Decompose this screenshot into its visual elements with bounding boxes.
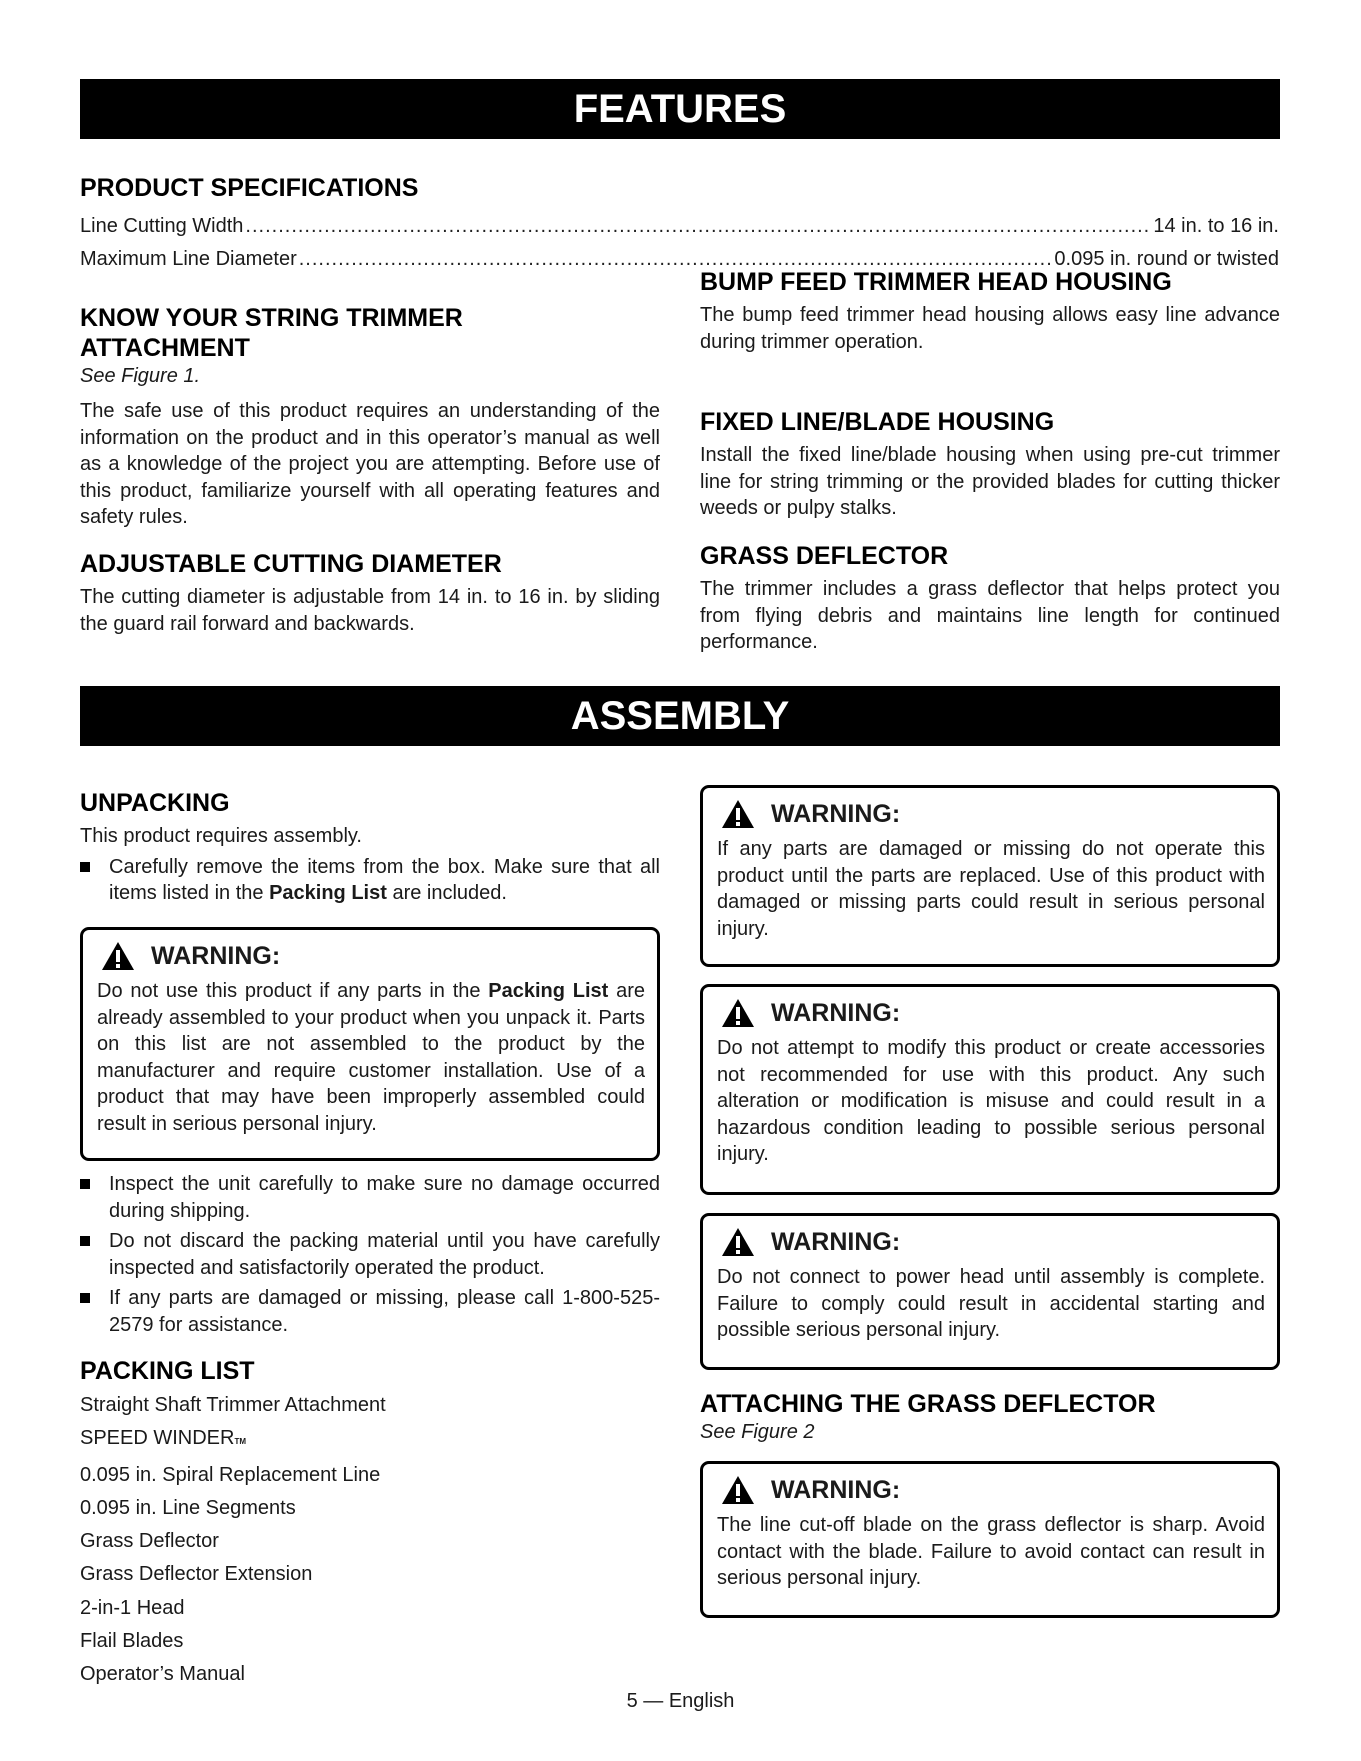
list-item: Straight Shaft Trimmer Attachment <box>80 1394 386 1416</box>
list-item: If any parts are damaged or missing, please call 1-800-525-2579 for assistance. <box>80 1285 660 1338</box>
warning-text: If any parts are damaged or missing do not operate this product until the parts are replaced. Use of this product with damaged or missing parts could result in serious personal injury. <box>717 838 1265 940</box>
product-specifications-heading: PRODUCT SPECIFICATIONS <box>80 174 419 202</box>
list-item: SPEED WINDERTM <box>80 1427 247 1450</box>
warning-label: WARNING: <box>771 998 901 1027</box>
adjustable-paragraph: The cutting diameter is adjustable from 14 in. to 16 in. by sliding the guard rail forward and backwards. <box>80 586 660 635</box>
list-item: 0.095 in. Spiral Replacement Line <box>80 1463 381 1486</box>
bullet-square-icon <box>80 1179 90 1189</box>
spec-row-line-cutting-width <box>80 213 1279 239</box>
warning-label: WARNING: <box>771 1227 901 1256</box>
warning-header <box>717 796 1265 832</box>
list-item: Operator’s Manual <box>80 1663 245 1686</box>
unpacking-section <box>80 788 660 907</box>
unpacking-bullets-2 <box>80 1171 660 1338</box>
know-your-trimmer-section <box>80 303 660 531</box>
list-item: Grass Deflector <box>80 1530 219 1553</box>
warning-text: The line cut-off blade on the grass deflector is sharp. Avoid contact with the blade. Failure to avoid contact can result in serious personal injury. <box>717 1514 1265 1589</box>
fixed-line-heading: FIXED LINE/BLADE HOUSING <box>700 408 1055 436</box>
warning-triangle-icon <box>721 1475 755 1505</box>
list-item: Carefully remove the items from the box. Make sure that all items listed in the Packing List are included. <box>80 854 660 907</box>
warning-triangle-icon <box>721 1227 755 1257</box>
bump-feed-section <box>700 267 1280 355</box>
see-figure-1: See Figure 1. <box>80 365 201 387</box>
adjustable-diameter-section <box>80 549 660 637</box>
bullet-square-icon <box>80 1293 90 1303</box>
bullet-square-icon <box>80 1236 90 1246</box>
list-item: Grass Deflector Extension <box>80 1563 313 1586</box>
packing-list-heading: PACKING LIST <box>80 1357 255 1385</box>
list-item: 0.095 in. Line Segments <box>80 1496 296 1519</box>
bullet-square-icon <box>80 862 90 872</box>
grass-deflector-paragraph: The trimmer includes a grass deflector that helps protect you from flying debris and maintains line length for continued performance. <box>700 578 1280 653</box>
trademark-symbol: TM <box>234 1437 247 1447</box>
warning-label: WARNING: <box>771 799 901 828</box>
packing-list <box>80 1389 386 1692</box>
grass-deflector-heading: GRASS DEFLECTOR <box>700 542 949 570</box>
list-item: Inspect the unit carefully to make sure no damage occurred during shipping. <box>80 1171 660 1224</box>
leader-dots <box>245 213 1151 239</box>
warning-header <box>97 938 645 974</box>
warning-text: Do not connect to power head until assembly is complete. Failure to comply could result in accidental starting and possible serious personal injury. <box>717 1266 1265 1341</box>
spec-value: 0.095 in. round or twisted <box>1054 248 1279 270</box>
warning-text: Do not attempt to modify this product or create accessories not recommended for use with this product. Any such alteration or modification is misuse and could result in a hazardous condition leading to possible serious personal injury. <box>717 1037 1265 1165</box>
warning-triangle-icon <box>101 941 135 971</box>
warning-box-modify <box>700 984 1280 1195</box>
warning-header <box>717 995 1265 1031</box>
spec-label: Maximum Line Diameter <box>80 248 297 270</box>
bump-feed-heading: BUMP FEED TRIMMER HEAD HOUSING <box>700 268 1172 296</box>
attaching-deflector-section <box>700 1389 1280 1445</box>
unpacking-bullets-1 <box>80 854 660 907</box>
see-figure-2: See Figure 2 <box>700 1421 815 1443</box>
warning-triangle-icon <box>721 998 755 1028</box>
unpacking-intro: This product requires assembly. <box>80 825 362 847</box>
attaching-heading: ATTACHING THE GRASS DEFLECTOR <box>700 1390 1156 1418</box>
spec-value: 14 in. to 16 in. <box>1153 215 1279 237</box>
warning-box-packing-list <box>80 927 660 1161</box>
warning-label: WARNING: <box>771 1475 901 1504</box>
list-item: Flail Blades <box>80 1630 184 1653</box>
warning-box-damaged-parts <box>700 785 1280 967</box>
bump-feed-paragraph: The bump feed trimmer head housing allows easy line advance during trimmer operation. <box>700 304 1280 353</box>
warning-header <box>717 1472 1265 1508</box>
page-footer: 5 — English <box>626 1690 735 1712</box>
know-heading-line2: ATTACHMENT <box>80 334 250 362</box>
assembly-banner: ASSEMBLY <box>80 686 1280 746</box>
spec-label: Line Cutting Width <box>80 215 244 237</box>
features-banner: FEATURES <box>80 79 1280 139</box>
fixed-line-section <box>700 407 1280 522</box>
warning-header <box>717 1224 1265 1260</box>
list-item: Do not discard the packing material until you have carefully inspected and satisfactorily operated the product. <box>80 1228 660 1281</box>
list-item: 2-in-1 Head <box>80 1596 185 1619</box>
warning-box-power-head <box>700 1213 1280 1370</box>
know-heading-line1: KNOW YOUR STRING TRIMMER <box>80 304 463 332</box>
warning-label: WARNING: <box>151 941 281 970</box>
grass-deflector-section <box>700 541 1280 656</box>
adjustable-heading: ADJUSTABLE CUTTING DIAMETER <box>80 550 502 578</box>
warning-box-blade-sharp <box>700 1461 1280 1618</box>
warning-triangle-icon <box>721 799 755 829</box>
fixed-line-paragraph: Install the fixed line/blade housing when using pre-cut trimmer line for string trimming or the provided blades for cutting thicker weeds or pulpy stalks. <box>700 444 1280 519</box>
know-paragraph: The safe use of this product requires an understanding of the information on the product and in this operator’s manual as well as a knowledge of the project you are attempting. Before use of this product, familiarize yourself with all operating features and safety rules. <box>80 400 660 528</box>
warning-text: Do not use this product if any parts in the Packing List are already assembled to your product when you unpack it. Parts on this list are not assembled to the product by the manufacturer and require customer installation. Use of a product that may have been improperly assembled could result in serious personal injury. <box>97 980 645 1135</box>
unpacking-heading: UNPACKING <box>80 789 230 817</box>
